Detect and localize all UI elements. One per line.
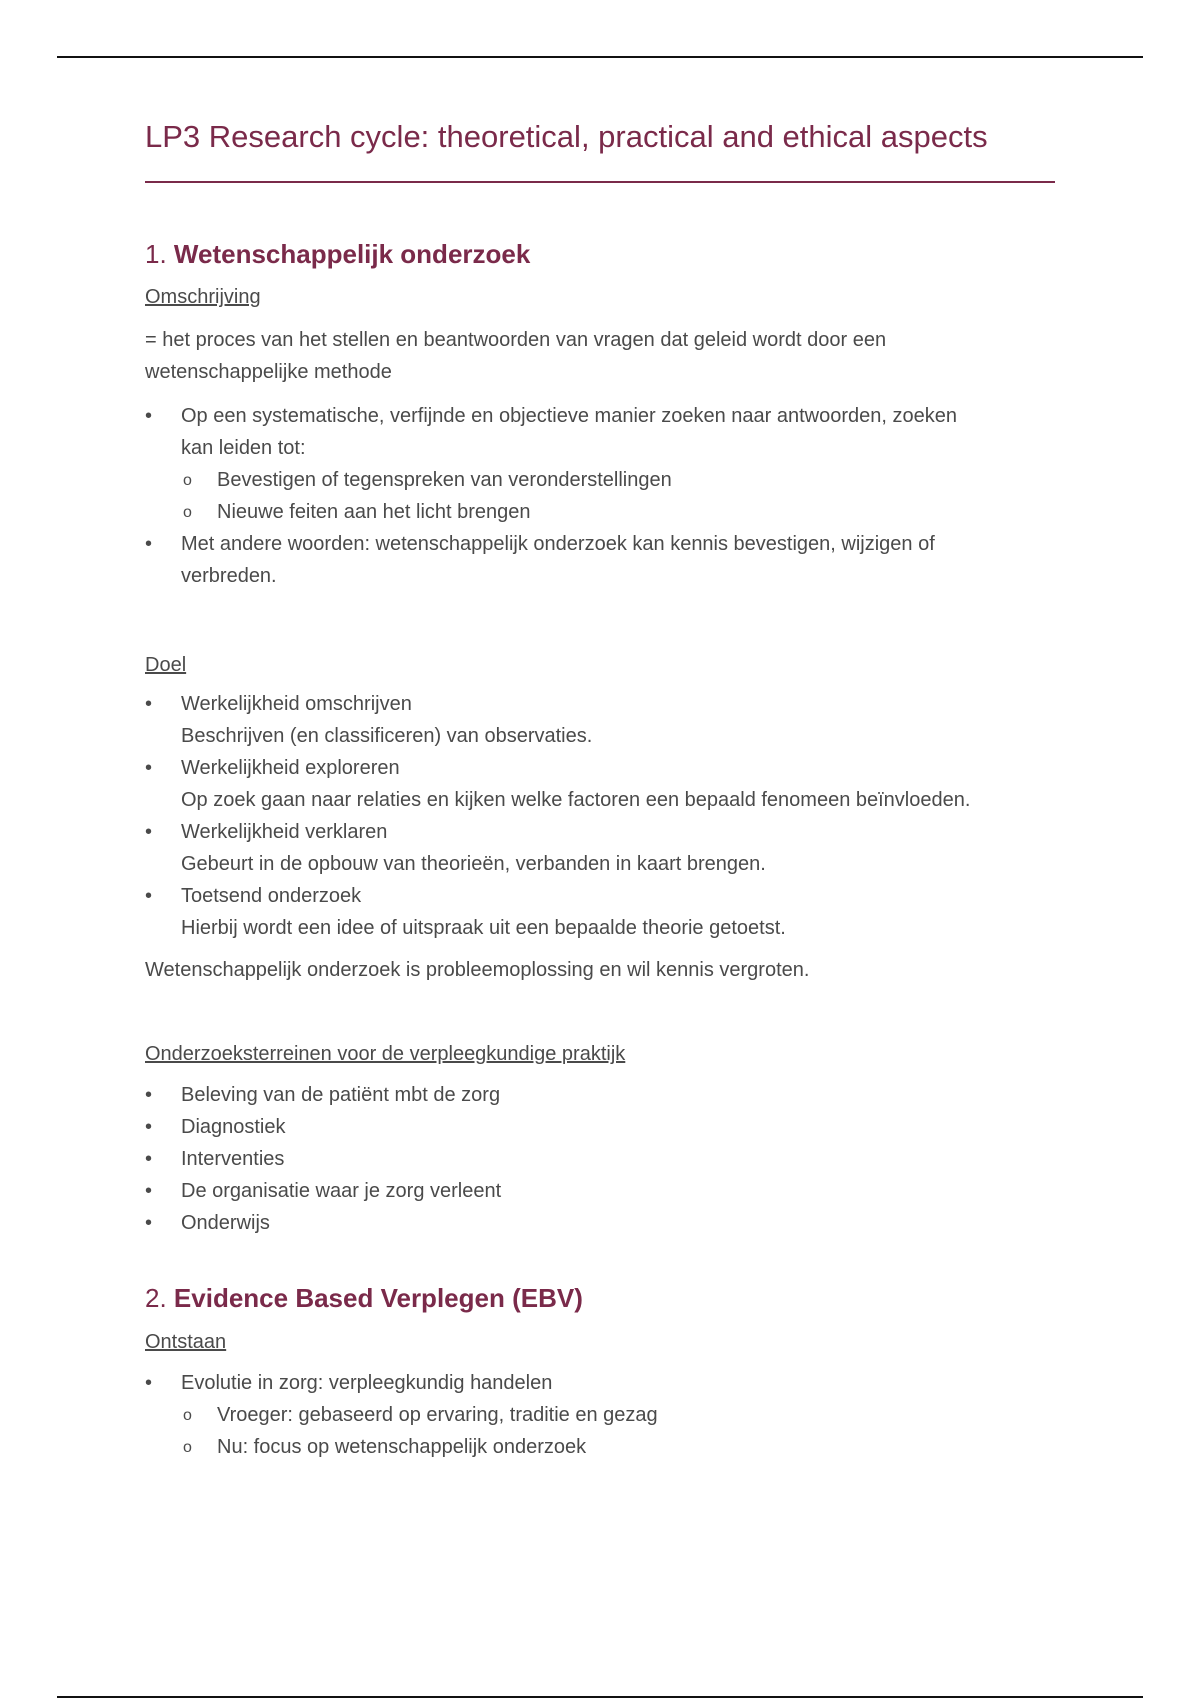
definition-line-1: = het proces van het stellen en beantwoorden van vragen dat geleid wordt door een bbox=[145, 329, 887, 352]
top-rule bbox=[57, 56, 1143, 58]
doel-item-desc: Beschrijven (en classificeren) van observaties. bbox=[181, 725, 593, 748]
bullet-2-line-1: • Met andere woorden: wetenschappelijk onderzoek kan kennis bevestigen, wijzigen of bbox=[181, 533, 935, 556]
list-item bbox=[145, 880, 1055, 944]
document-content bbox=[145, 118, 1055, 1463]
doel-label: Doel bbox=[145, 654, 187, 677]
doel-item-desc: Gebeurt in de opbouw van theorieën, verbanden in kaart brengen. bbox=[181, 853, 766, 876]
section-2-number: 2. bbox=[145, 1283, 167, 1314]
list-item: • Interventies bbox=[145, 1143, 1055, 1175]
section-1-number: 1. bbox=[145, 239, 167, 270]
sub-list-item: o Vroeger: gebaseerd op ervaring, traditie en gezag bbox=[181, 1399, 1055, 1431]
sub-list bbox=[181, 1399, 1055, 1463]
doel-item-title: • Werkelijkheid omschrijven bbox=[181, 693, 412, 716]
section-1-title: Wetenschappelijk onderzoek bbox=[173, 239, 531, 270]
section-2-title: Evidence Based Verplegen (EBV) bbox=[173, 1283, 583, 1314]
list-item: • Diagnostiek bbox=[145, 1111, 1055, 1143]
sub-list-item: o Nu: focus op wetenschappelijk onderzoek bbox=[181, 1431, 1055, 1463]
ontstaan-bullet-1: • Evolutie in zorg: verpleegkundig handelen bbox=[181, 1371, 553, 1394]
sub-list bbox=[181, 464, 1055, 528]
list-item: • Onderwijs bbox=[145, 1207, 1055, 1239]
list-item bbox=[145, 1367, 1055, 1463]
bullet-1-line-1: • Op een systematische, verfijnde en objectieve manier zoeken naar antwoorden, zoeken bbox=[181, 405, 958, 428]
list-item bbox=[145, 752, 1055, 816]
list-item bbox=[145, 400, 1055, 528]
list-item: • De organisatie waar je zorg verleent bbox=[145, 1175, 1055, 1207]
doel-list bbox=[145, 688, 1055, 944]
list-item: • Beleving van de patiënt mbt de zorg bbox=[145, 1079, 1055, 1111]
bullet-1-line-2: kan leiden tot: bbox=[181, 437, 306, 460]
omschrijving-list bbox=[145, 400, 1055, 592]
sub-list-item: o Nieuwe feiten aan het licht brengen bbox=[181, 496, 1055, 528]
list-item bbox=[145, 688, 1055, 752]
list-item bbox=[145, 816, 1055, 880]
terreinen-list bbox=[145, 1079, 1055, 1239]
doel-item-desc: Op zoek gaan naar relaties en kijken welke factoren een bepaald fenomeen beïnvloeden. bbox=[181, 789, 971, 812]
doel-item-title: • Toetsend onderzoek bbox=[181, 885, 362, 908]
ontstaan-list bbox=[145, 1367, 1055, 1463]
terreinen-label: Onderzoeksterreinen voor de verpleegkundige praktijk bbox=[145, 1043, 626, 1066]
definition-line-2: wetenschappelijke methode bbox=[145, 361, 392, 384]
doel-item-desc: Hierbij wordt een idee of uitspraak uit een bepaalde theorie getoetst. bbox=[181, 917, 786, 940]
omschrijving-label: Omschrijving bbox=[145, 286, 261, 309]
doel-item-title: • Werkelijkheid exploreren bbox=[181, 757, 400, 780]
bullet-2-line-2: verbreden. bbox=[181, 565, 277, 588]
sub-list-item: o Bevestigen of tegenspreken van veronderstellingen bbox=[181, 464, 1055, 496]
list-item bbox=[145, 528, 1055, 592]
doel-conclusion: Wetenschappelijk onderzoek is probleemoplossing en wil kennis vergroten. bbox=[145, 959, 810, 982]
ontstaan-label: Ontstaan bbox=[145, 1330, 227, 1353]
document-title: LP3 Research cycle: theoretical, practical and ethical aspects bbox=[145, 118, 1055, 183]
section-1-heading bbox=[145, 239, 1055, 270]
section-2-heading bbox=[145, 1283, 1055, 1314]
definition-paragraph bbox=[145, 324, 1055, 388]
bottom-rule bbox=[57, 1696, 1143, 1698]
doel-item-title: • Werkelijkheid verklaren bbox=[181, 821, 388, 844]
